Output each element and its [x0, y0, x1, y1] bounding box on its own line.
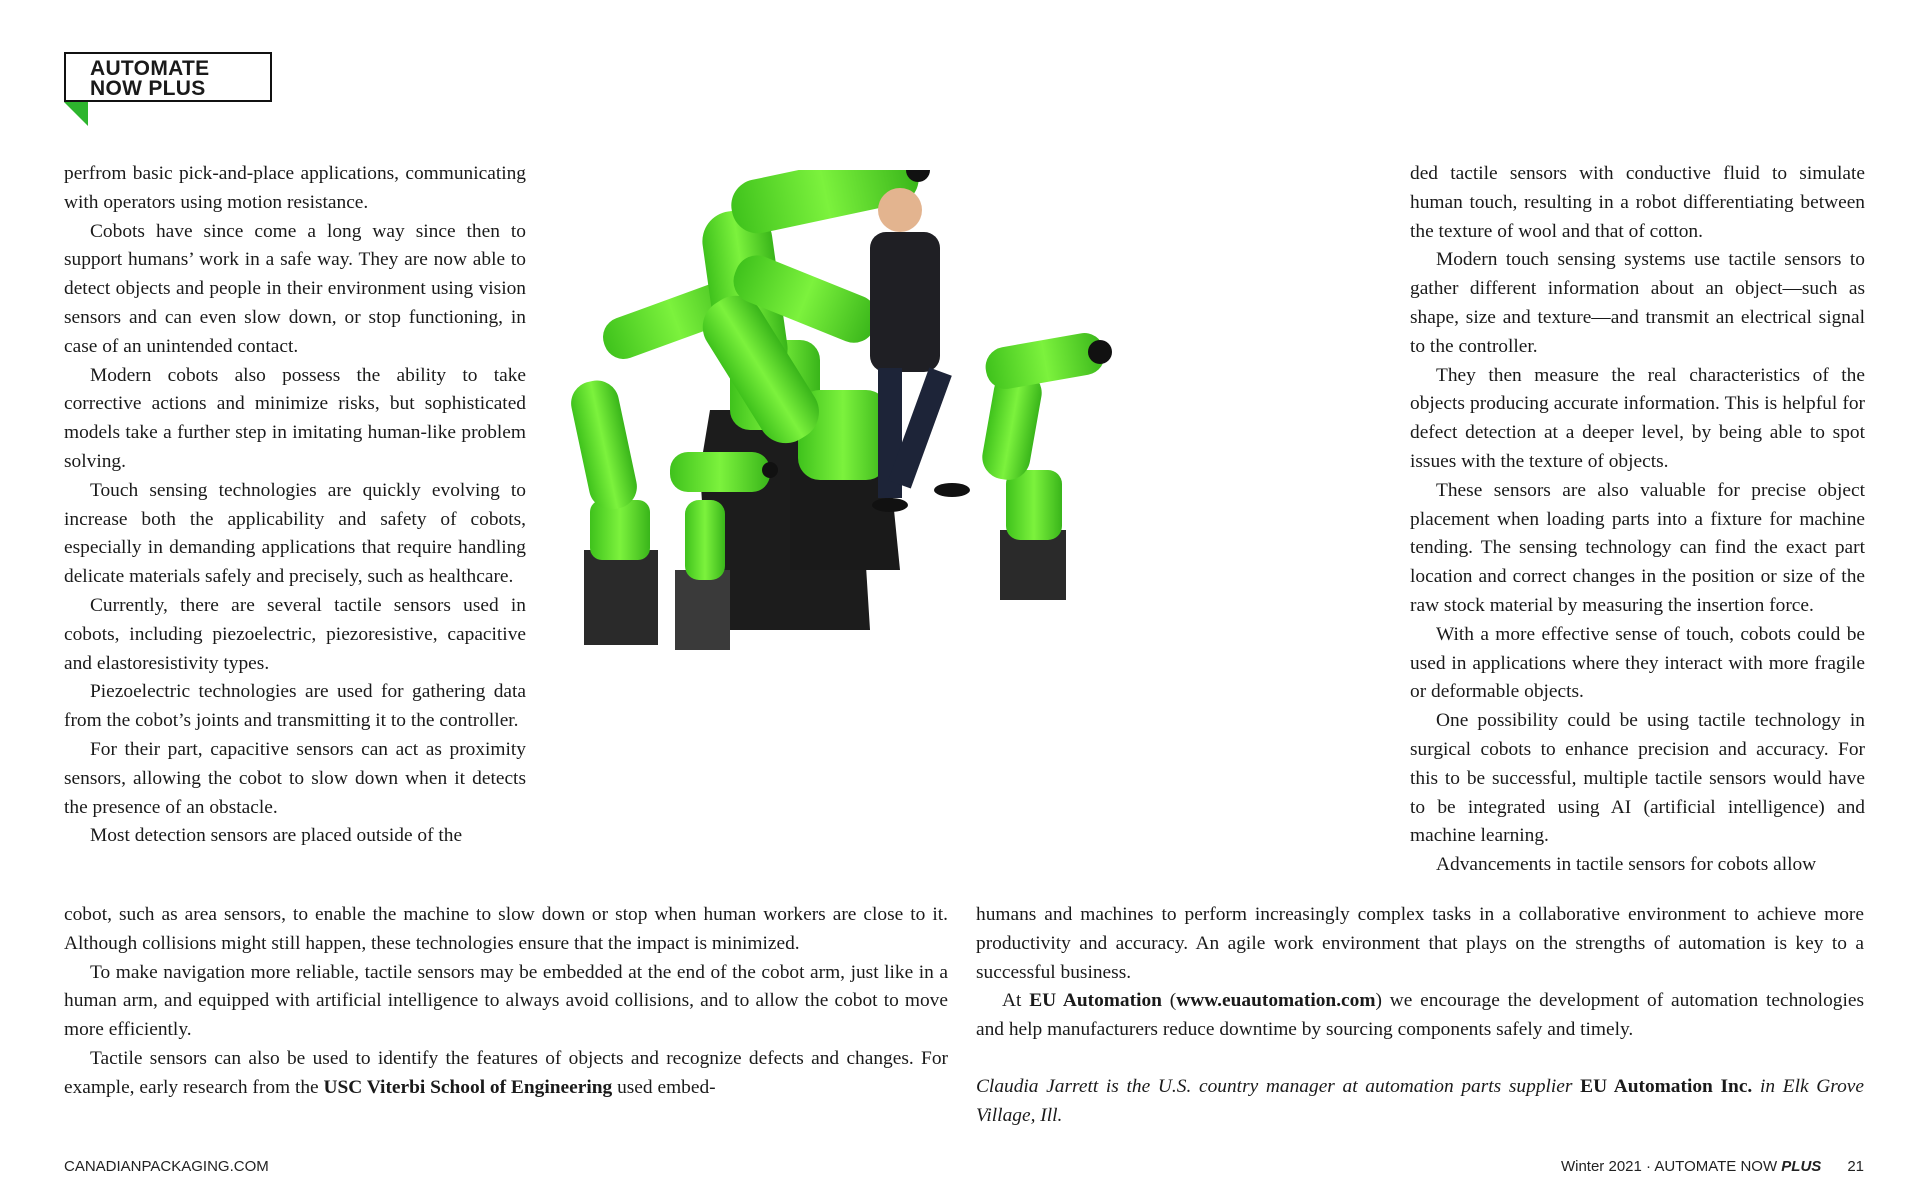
company-url: www.euautomation.com	[1176, 990, 1376, 1012]
paragraph: To make navigation more reliable, tactile sensors may be embedded at the end of the cobot arm, just like in a human arm, and equipped with artificial intelligence to always avoid collisions, and to allow the cobot to move more efficiently.	[64, 961, 948, 1041]
text-run: Claudia Jarrett is the U.S. country manager at automation parts supplier	[976, 1075, 1581, 1097]
company-name: EU Automation	[1029, 990, 1162, 1012]
text-run: ) we encourage the development of automation technologies and help manufacturers reduce downtime by sourcing components safely and timely.	[976, 990, 1865, 1041]
paragraph: Modern touch sensing systems use tactile sensors to gather different information about an object—such as shape, size and texture—and transmit an electrical signal to the controller.	[1410, 249, 1865, 357]
left-column	[64, 160, 526, 851]
robot-far-right	[979, 330, 1112, 600]
footer-issue	[1561, 1158, 1864, 1175]
company-name: EU Automation Inc.	[1580, 1075, 1753, 1097]
paragraph: These sensors are also valuable for precise object placement when loading parts into a fixture for machine tending. The sensing technology can find the exact part location and correct changes in the position or size of the raw stock material by measuring the insertion force.	[1410, 479, 1865, 616]
paragraph: One possibility could be using tactile technology in surgical cobots to enhance precision and accuracy. For this to be successful, multiple tactile sensors would have to be integrated using AI (artificial intelligence) and machine learning.	[1410, 710, 1865, 847]
paragraph: Touch sensing technologies are quickly evolving to increase both the applicability and safety of cobots, especially in demanding applications that require handling delicate materials safely and precisely, such as healthcare.	[64, 479, 526, 588]
page-number: 21	[1847, 1158, 1864, 1175]
institution-name: USC Viterbi School of Engineering	[323, 1076, 613, 1098]
cobot-photo	[560, 170, 1380, 870]
paragraph: Advancements in tactile sensors for cobots allow	[1436, 854, 1817, 876]
paragraph: cobot, such as area sensors, to enable the machine to slow down or stop when human workers are close to it. Although collisions might still happen, these technologies ensure that the impact is minimized.	[64, 904, 948, 954]
paragraph	[64, 1045, 948, 1103]
bottom-right-column	[976, 901, 1864, 1131]
footer-site: CANADIANPACKAGING.COM	[64, 1158, 269, 1175]
text-run: used embed-	[612, 1076, 716, 1098]
magazine-logo	[64, 52, 272, 102]
paragraph: Piezoelectric technologies are used for gathering data from the cobot’s joints and transmitting it to the controller.	[64, 681, 526, 732]
author-byline	[976, 1073, 1864, 1131]
paragraph: With a more effective sense of touch, cobots could be used in applications where they interact with more fragile or deformable objects.	[1410, 623, 1865, 703]
paragraph: They then measure the real characteristics of the objects producing accurate information. This is helpful for defect detection at a deeper level, by being able to spot issues with the texture of objects.	[1410, 364, 1865, 472]
paragraph: For their part, capacitive sensors can act as proximity sensors, allowing the cobot to slow down when it detects the presence of an obstacle.	[64, 738, 526, 818]
paragraph: Currently, there are several tactile sensors used in cobots, including piezoelectric, piezoresistive, capacitive and elastoresistivity types.	[64, 594, 526, 674]
paragraph: ded tactile sensors with conductive fluid to simulate human touch, resulting in a robot differentiating between the texture of wool and that of cotton.	[1410, 163, 1865, 242]
right-column	[1410, 160, 1865, 880]
paragraph	[976, 987, 1864, 1045]
text-run: Tactile sensors can also be used to identify the features of objects and recognize defects and changes. For example, early research from the	[64, 1047, 948, 1098]
paragraph: Most detection sensors are placed outside of the	[90, 825, 463, 847]
logo-accent-triangle	[64, 102, 88, 126]
logo-line-1: AUTOMATE	[90, 57, 210, 80]
paragraph: humans and machines to perform increasingly complex tasks in a collaborative environment to achieve more productivity and accuracy. An agile work environment that plays on the strengths of automation is key to a successful business.	[976, 904, 1864, 983]
text-run: in Elk Grove Village, Ill.	[976, 1075, 1864, 1126]
text-run: (	[1161, 990, 1177, 1012]
logo-line-2: NOW PLUS	[90, 77, 206, 100]
issue-brand: PLUS	[1781, 1158, 1822, 1175]
bottom-left-column	[64, 901, 948, 1103]
text-run: At	[1002, 990, 1030, 1012]
issue-label: Winter 2021 · AUTOMATE NOW	[1560, 1158, 1782, 1175]
paragraph: Cobots have since come a long way since then to support humans’ work in a safe way. They are now able to detect objects and people in their environment using vision sensors and can even slow down, or stop functioning, in case of an unintended contact.	[64, 220, 526, 357]
paragraph: perfrom basic pick-and-place applications, communicating with operators using motion resistance.	[64, 163, 526, 213]
person	[870, 188, 970, 512]
paragraph: Modern cobots also possess the ability to take corrective actions and minimize risks, but sophisticated models take a further step in imitating human-like problem solving.	[64, 364, 526, 472]
